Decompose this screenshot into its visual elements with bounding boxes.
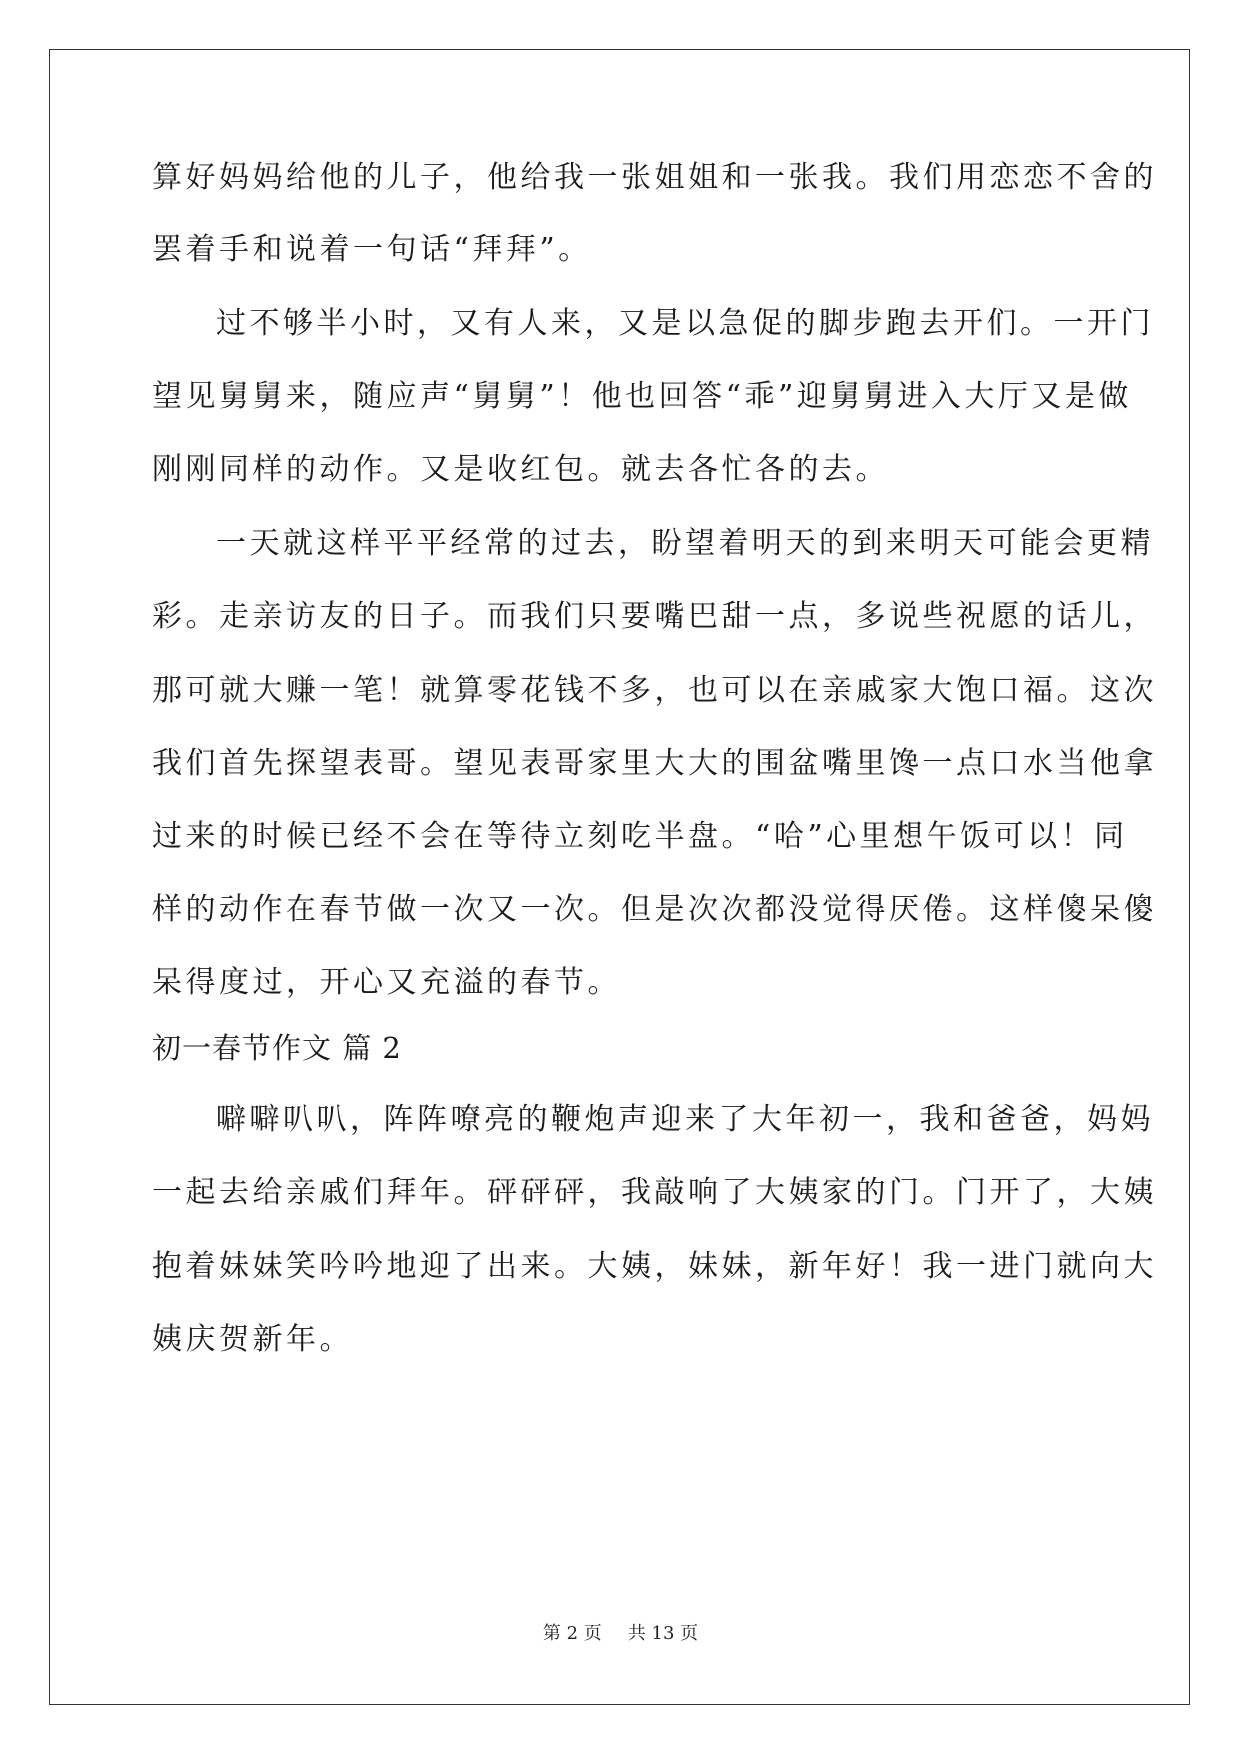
text-line: 罢着手和说着一句话“拜拜”。 xyxy=(152,232,592,267)
text-line: 一起去给亲戚们拜年。砰砰砰，我敲响了大姨家的门。门开了，大姨 xyxy=(152,1175,1157,1210)
text-line: 样的动作在春节做一次又一次。但是次次都没觉得厌倦。这样傻呆傻 xyxy=(152,892,1157,927)
text-line: 我们首先探望表哥。望见表哥家里大大的围盆嘴里馋一点口水当他拿 xyxy=(152,746,1157,781)
section-heading: 初一春节作文 篇 2 xyxy=(152,1031,402,1065)
text-line: 彩。走亲访友的日子。而我们只要嘴巴甜一点，多说些祝愿的话儿， xyxy=(152,599,1157,634)
text-line: 算好妈妈给他的儿子，他给我一张姐姐和一张我。我们用恋恋不舍的 xyxy=(152,160,1157,195)
text-line: 望见舅舅来，随应声“舅舅”！他也回答“乖”迎舅舅进入大厅又是做 xyxy=(152,379,1132,414)
paragraph-start-line: 噼噼叭叭，阵阵嘹亮的鞭炮声迎来了大年初一，我和爸爸，妈妈 xyxy=(216,1102,1154,1137)
text-line: 呆得度过，开心又充溢的春节。 xyxy=(152,965,621,1000)
paragraph-start-line: 一天就这样平平经常的过去，盼望着明天的到来明天可能会更精 xyxy=(216,526,1154,561)
text-line: 过来的时候已经不会在等待立刻吃半盘。“哈”心里想午饭可以！同 xyxy=(152,819,1128,854)
page-number: 第 2 页 xyxy=(542,1623,602,1644)
paragraph-start-line: 过不够半小时，又有人来，又是以急促的脚步跑去开们。一开门 xyxy=(216,306,1154,341)
page-footer xyxy=(0,1622,1241,1646)
page-total: 共 13 页 xyxy=(627,1623,699,1644)
page-border xyxy=(49,49,1190,1705)
text-line: 姨庆贺新年。 xyxy=(152,1322,353,1357)
text-line: 那可就大赚一笔！就算零花钱不多，也可以在亲戚家大饱口福。这次 xyxy=(152,673,1157,708)
text-line: 抱着妹妹笑吟吟地迎了出来。大姨，妹妹，新年好！我一进门就向大 xyxy=(152,1249,1157,1284)
text-line: 刚刚同样的动作。又是收红包。就去各忙各的去。 xyxy=(152,452,889,487)
